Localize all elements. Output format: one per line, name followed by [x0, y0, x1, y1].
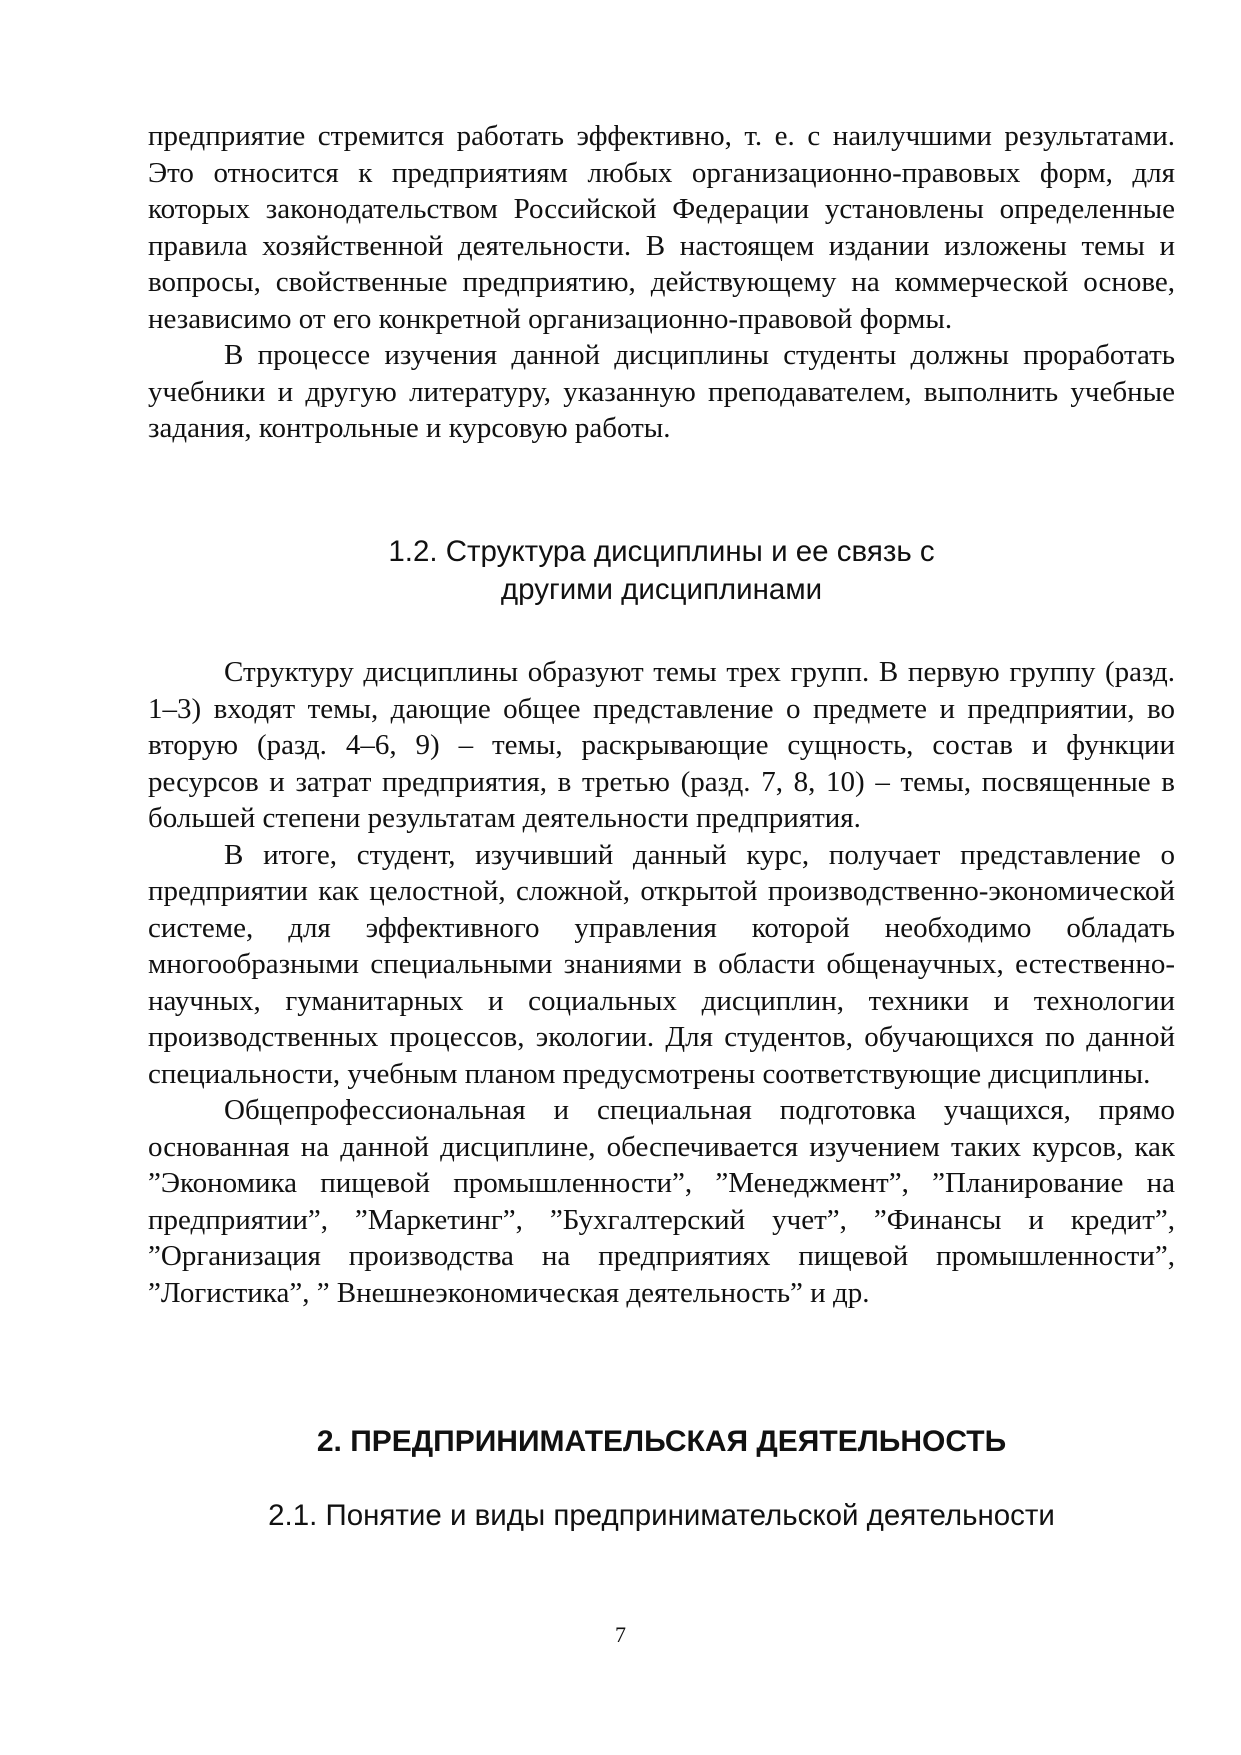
section-1-2-heading-line-1: 1.2. Структура дисциплины и ее связь с	[388, 535, 935, 568]
section-1-2-paragraph-courses: Общепрофессиональная и специальная подготовка учащихся, прямо основанная на данной дисциплине, обеспечивается изучением таких курсов, как ”Экономика пищевой промышленности”, ”Менеджмент”, ”Планирование на предприятии”, ”Маркетинг”, ”Бухгалтерский учет”, ”Финансы и кредит”, ”Организация производства на предприятиях пищевой промышленности”, ”Логистика”, ” Внешнеэкономическая деятельность” и др.	[148, 1094, 1175, 1309]
section-1-2-paragraph-result: В итоге, студент, изучивший данный курс, получает представление о предприятии как целостной, сложной, открытой производственно-экономической системе, для эффективного управления которой необходимо обладать многообразными специальными знаниями в области общенаучных, естественно-научных, гуманитарных и социальных дисциплин, техники и технологии производственных процессов, экологии. Для студентов, обучающихся по данной специальности, учебным планом предусмотрены соответствующие дисциплины.	[148, 838, 1175, 1090]
page-number: 7	[615, 1622, 626, 1647]
intro-continuation-paragraph: предприятие стремится работать эффективно, т. е. с наилучшими результатами. Это относится к предприятиям любых организационно-правовых форм, для которых законодательством Российской Федерации установлены определенные правила хозяйственной деятельности. В настоящем издании изложены темы и вопросы, свойственные предприятию, действующему на коммерческой основе, независимо от его конкретной организационно-правовой формы.	[148, 120, 1175, 335]
section-1-2-heading	[148, 533, 1175, 609]
intro-paragraph: В процессе изучения данной дисциплины студенты должны проработать учебники и другую литературу, указанную преподавателем, выполнить учебные задания, контрольные и курсовую работы.	[148, 339, 1175, 444]
section-1-2-text-block	[148, 654, 1175, 1311]
section-1-2-paragraph-structure: Структуру дисциплины образуют темы трех групп. В первую группу (разд. 1–3) входят темы, дающие общее представление о предмете и предприятии, во вторую (разд. 4–6, 9) – темы, раскрывающие сущность, состав и функции ресурсов и затрат предприятия, в третью (разд. 7, 8, 10) – темы, посвященные в большей степени результатам деятельности предприятия.	[148, 656, 1175, 834]
intro-text-block	[148, 118, 1175, 447]
section-1-2-heading-line-2: другими дисциплинами	[500, 573, 823, 606]
section-2-1-heading: 2.1. Понятие и виды предпринимательской деятельности	[268, 1499, 1055, 1532]
chapter-2-heading: 2. ПРЕДПРИНИМАТЕЛЬСКАЯ ДЕЯТЕЛЬНОСТЬ	[316, 1425, 1007, 1458]
